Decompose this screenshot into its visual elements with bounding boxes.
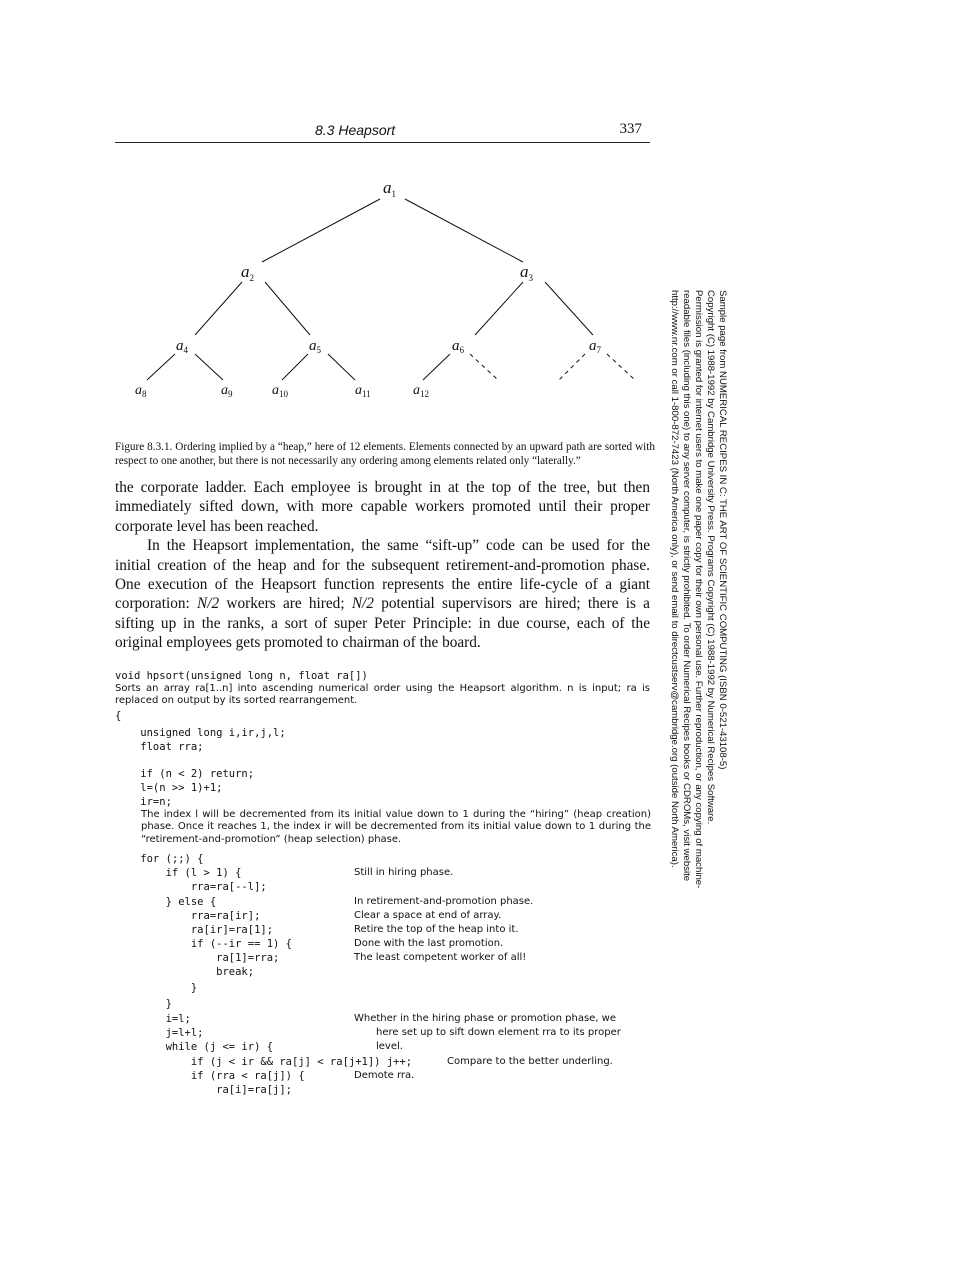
code-line: if (rra < ra[j]) { Demote rra. bbox=[115, 1070, 415, 1082]
code-line: while (j <= ir) { level. bbox=[115, 1041, 403, 1053]
code-comment: Whether in the hiring phase or promotion phase, we bbox=[354, 1013, 617, 1024]
node-a6: $a_6$ bbox=[452, 338, 464, 355]
edge-a5-a11 bbox=[328, 354, 355, 380]
code-comment-block: The index l will be decremented from its initial value down to 1 during the “hiring” (heap creation) phase. Once it reaches 1, the index ir will be decremented from its initial value down to 1 during the “retirement-and-promotion” (heap selection) phase. bbox=[141, 809, 651, 845]
figure-caption: Figure 8.3.1. Ordering implied by a “heap,” here of 12 elements. Elements connected by an upward path are sorted with respect to one another, but there is not necessarily any ordering among elements related only “laterally.” bbox=[115, 441, 655, 467]
edge-a6-a12 bbox=[423, 354, 450, 380]
copyright-sidebar bbox=[640, 290, 728, 889]
node-a2: $a_2$ bbox=[241, 262, 254, 283]
sidebar-line: Permission is granted for internet users to make one paper copy for their own personal use. Further reproduction, or any copying of machine- bbox=[692, 290, 704, 889]
node-a9: $a_9$ bbox=[221, 383, 233, 399]
edge-a4-a8 bbox=[147, 354, 175, 380]
edge-a3-a7 bbox=[545, 282, 593, 335]
node-a11: $a_{11}$ bbox=[355, 383, 371, 399]
code-comment: Clear a space at end of array. bbox=[354, 910, 502, 921]
code-comment: here set up to sift down element rra to its proper bbox=[376, 1027, 621, 1038]
code-comment: Done with the last promotion. bbox=[354, 938, 504, 949]
code-comment: Compare to the better underling. bbox=[447, 1056, 613, 1067]
section-title: 8.3 Heapsort bbox=[315, 122, 396, 138]
sidebar-line: http://www.nr.com or call 1-800-872-7423 (North America only), or send email to directcustserv@cambridge.org (outside North America). bbox=[668, 290, 680, 868]
math-n-over-2: N/2 bbox=[351, 595, 374, 613]
node-a7: $a_7$ bbox=[589, 338, 601, 355]
code-line: { bbox=[115, 710, 122, 722]
node-a8: $a_8$ bbox=[135, 383, 147, 399]
code-description: Sorts an array ra[1..n] into ascending numerical order using the Heapsort algorithm. n is input; ra is replaced on output by its sorted rearrangement. bbox=[115, 683, 650, 707]
code-line: void hpsort(unsigned long n, float ra[]) bbox=[115, 670, 368, 682]
sidebar-line: readable files (including this one) to any server computer, is strictly prohibited. To order Numerical Recipes books or CDROMs, visit website bbox=[680, 290, 692, 882]
code-line: ir=n; bbox=[115, 796, 172, 808]
code-line: break; bbox=[115, 966, 255, 978]
heap-tree-figure bbox=[115, 170, 675, 410]
edge-a7-dashed-right bbox=[607, 354, 635, 380]
edge-a2-a4 bbox=[195, 282, 242, 335]
code-comment: In retirement-and-promotion phase. bbox=[354, 896, 534, 907]
code-line: ra[ir]=ra[1]; Retire the top of the heap into it. bbox=[115, 924, 519, 936]
code-comment: level. bbox=[376, 1041, 403, 1052]
edge-a1-a3 bbox=[405, 199, 523, 262]
code-line: ra[1]=rra; The least competent worker of all! bbox=[115, 952, 527, 964]
code-line: ra[i]=ra[j]; bbox=[115, 1084, 293, 1096]
code-line: } else { In retirement-and-promotion phase. bbox=[115, 896, 534, 908]
math-n-over-2: N/2 bbox=[197, 595, 220, 613]
paragraph-2: In the Heapsort implementation, the same “sift-up” code can be used for the initial creation of the heap and for the subsequent retirement-and-promotion phase. One execution of the Heapsort function represents the entire life-cycle of a giant corporation: N/2 workers are hired; N/2 potential supervisors are hired; there is a sifting up in the ranks, a sort of super Peter Principle: in due course, each of the original employees gets promoted to chairman of the board. bbox=[115, 537, 650, 652]
sidebar-line: Copyright (C) 1988-1992 by Cambridge University Press. Programs Copyright (C) 1988-1992 by Numerical Recipes Software. bbox=[704, 290, 716, 825]
edge-a2-a5 bbox=[265, 282, 310, 335]
code-line: unsigned long i,ir,j,l; bbox=[115, 727, 286, 739]
edge-a3-a6 bbox=[475, 282, 523, 335]
code-listing bbox=[115, 670, 655, 1096]
running-header bbox=[115, 120, 650, 143]
node-a12: $a_{12}$ bbox=[413, 383, 429, 399]
code-line: } bbox=[115, 982, 198, 994]
sidebar-line: Sample page from NUMERICAL RECIPES IN C: THE ART OF SCIENTIFIC COMPUTING (ISBN 0-521-43108-5) bbox=[717, 290, 728, 770]
edge-a1-a2 bbox=[262, 199, 380, 262]
node-a10: $a_{10}$ bbox=[272, 383, 288, 399]
code-line: float rra; bbox=[115, 741, 204, 753]
page-number: 337 bbox=[619, 121, 642, 137]
code-comment: The least competent worker of all! bbox=[354, 952, 527, 963]
code-line: l=(n >> 1)+1; bbox=[115, 782, 223, 794]
code-line: j=l+l; here set up to sift down element rra to its proper bbox=[115, 1027, 621, 1039]
paragraph-1: the corporate ladder. Each employee is brought in at the top of the tree, but then immediately sifted down, with more capable workers promoted until their proper corporate level has been reached. bbox=[115, 479, 650, 535]
code-comment: Retire the top of the heap into it. bbox=[354, 924, 519, 935]
code-line: rra=ra[--l]; bbox=[115, 881, 267, 893]
code-comment: Still in hiring phase. bbox=[354, 867, 454, 878]
code-line: if (--ir == 1) { Done with the last promotion. bbox=[115, 938, 504, 950]
code-line: } bbox=[115, 998, 172, 1010]
code-line: if (l > 1) { Still in hiring phase. bbox=[115, 867, 454, 879]
node-a3: $a_3$ bbox=[520, 262, 533, 283]
code-line: if (n < 2) return; bbox=[115, 768, 255, 780]
code-line: if (j < ir && ra[j] < ra[j+1]) j++; Compare to the better underling. bbox=[115, 1056, 613, 1068]
edge-a4-a9 bbox=[195, 354, 223, 380]
body-text bbox=[115, 478, 650, 653]
code-line: rra=ra[ir]; Clear a space at end of array. bbox=[115, 910, 502, 922]
edge-a7-dashed-left bbox=[559, 354, 585, 380]
code-line: for (;;) { bbox=[115, 853, 204, 865]
edge-a6-dashed bbox=[470, 354, 498, 380]
code-comment: Demote rra. bbox=[354, 1070, 415, 1081]
node-a1: $a_1$ bbox=[383, 178, 396, 199]
code-line: i=l; Whether in the hiring phase or promotion phase, we bbox=[115, 1013, 617, 1025]
node-a5: $a_5$ bbox=[309, 338, 321, 355]
node-a4: $a_4$ bbox=[176, 338, 188, 355]
edge-a5-a10 bbox=[282, 354, 308, 380]
